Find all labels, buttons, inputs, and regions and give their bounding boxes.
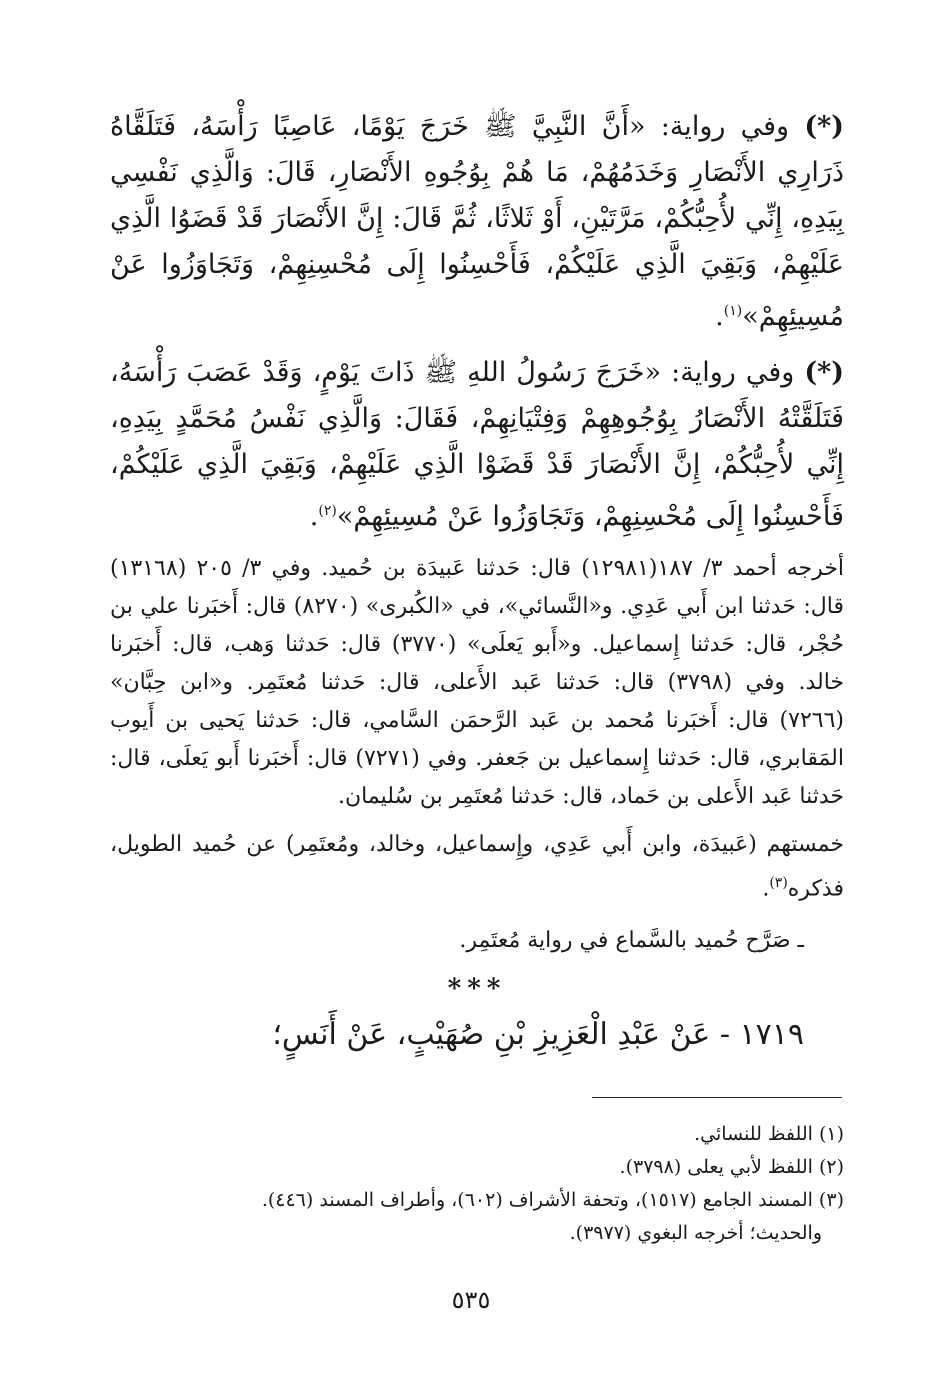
asterisk-marker: (*) bbox=[804, 111, 844, 142]
sama-note: ـ صَرَّح حُميد بالسَّماع في رواية مُعتَمِر. bbox=[459, 928, 804, 954]
next-hadith-heading: ١٧١٩ - عَنْ عَبْدِ الْعَزِيزِ بْنِ صُهَيْبٍ، عَنْ أَنَسٍ؛ bbox=[272, 1017, 804, 1053]
footnote-1: (١) اللفظ للنسائي. bbox=[694, 1123, 844, 1145]
footnote-3: (٣) المسند الجامع (١٥١٧)، وتحفة الأشراف (٦٠٢)، وأطراف المسند (٤٤٦). bbox=[261, 1189, 844, 1211]
footnote-divider bbox=[592, 1097, 842, 1098]
footnote-ref-1[interactable]: (١) bbox=[723, 303, 743, 319]
takhrij-text: أخرجه أحمد ٣/ ١٨٧(١٢٩٨١) قال: حَدثنا عَبيدَة بن حُميد. وفي ٣/ ٢٠٥ (١٣١٦٨) قال: حَدثنا ابن أَبي عَدِي. و«النَّسائي»، في «الكُبرى» (٨٢٧٠) قال: أَخبَرنا علي بن حُجْر، قال: حَدثنا إِسماعيل. و«أَبو يَعلَى» (٣٧٧٠) قال: حَدثنا وَهب، قال: أَخبَرنا خالد. وفي (٣٧٩٨) قال: حَدثنا عَبد الأَعلى، قال: حَدثنا مُعتَمِر. و«ابن حِبَّان» (٧٢٦٦) قال: أَخبَرنا مُحمد بن عَبد الرَّحمَن السَّامي، قال: حَدثنا يَحيى بن أَيوب المَقابري، قال: حَدثنا إِسماعيل بن جَعفر. وفي (٧٢٧١) قال: أَخبَرنا أَبو يَعلَى، قال: حَدثنا عَبد الأَعلى بن حَماد، قال: حَدثنا مُعتَمِر بن سُليمان. bbox=[110, 556, 845, 809]
footnote-2: (٢) اللفظ لأبي يعلى (٣٧٩٨). bbox=[619, 1156, 844, 1178]
asterisk-marker: (*) bbox=[804, 357, 844, 388]
takhrij-paragraph bbox=[110, 550, 844, 816]
section-separator: *** bbox=[447, 974, 507, 1005]
summary-paragraph: خمستهم (عَبيدَة، وابن أَبي عَدِي، وإِسماعيل، وخالد، ومُعتَمِر) عن حُميد الطويل، فذكره$^{(٣)}$. bbox=[110, 832, 844, 902]
footnotes bbox=[110, 1118, 844, 1250]
footnote-ref-3[interactable]: (٣) bbox=[769, 875, 788, 891]
hadith-narration-1: (*) وفي رواية: «أَنَّ النَّبِيَّ ﷺ خَرَجَ يَوْمًا، عَاصِبًا رَأْسَهُ، فَتَلَقَّاهُ ذَرَارِي الأَنْصَارِ وَخَدَمُهُمْ، مَا هُمْ بِوُجُوهِ الأَنْصَارِ، قَالَ: وَالَّذِي نَفْسِي بِيَدِهِ، إِنِّي لأُحِبُّكُمْ، مَرَّتَيْنِ، أَوْ ثَلاثًا، ثُمَّ قَالَ: إِنَّ الأَنْصَارَ قَدْ قَضَوُا الَّذِي عَلَيْهِمْ، وَبَقِيَ الَّذِي عَلَيْكُمْ، فَأَحْسِنُوا إِلَى مُحْسِنِهِمْ، وَتَجَاوَزُوا عَنْ مُسِيئِهِمْ»$^{(١)}$. bbox=[110, 111, 844, 332]
footnote-ref-2[interactable]: (٢) bbox=[318, 503, 337, 519]
main-text bbox=[110, 104, 844, 1060]
footnote-3-continuation: والحديث؛ أخرجه البغوي (٣٩٧٧). bbox=[569, 1222, 822, 1244]
page-number: ٥٣٥ bbox=[451, 1286, 491, 1314]
hadith-narration-2: (*) وفي رواية: «خَرَجَ رَسُولُ اللهِ ﷺ ذَاتَ يَوْمٍ، وَقَدْ عَصَبَ رَأْسَهُ، فَتَلَقَّتْهُ الأَنْصَارُ بِوُجُوهِهِمْ وَفِتْيَانِهِمْ، فَقَالَ: وَالَّذِي نَفْسُ مُحَمَّدٍ بِيَدِهِ، إِنِّي لأُحِبُّكُمْ، إِنَّ الأَنْصَارَ قَدْ قَضَوْا الَّذِي عَلَيْهِمْ، وَبَقِيَ الَّذِي عَلَيْكُمْ، فَأَحْسِنُوا إِلَى مُحْسِنِهِمْ، وَتَجَاوَزُوا عَنْ مُسِيئِهِمْ»$^{(٢)}$. bbox=[110, 357, 844, 532]
hadith-text: وفي رواية: «خَرَجَ رَسُولُ اللهِ ﷺ ذَاتَ يَوْمٍ، وَقَدْ عَصَبَ رَأْسَهُ، فَتَلَقَّتْهُ الأَنْصَارُ بِوُجُوهِهِمْ وَفِتْيَانِهِمْ، فَقَالَ: وَالَّذِي نَفْسُ مُحَمَّدٍ بِيَدِهِ، إِنِّي لأُحِبُّكُمْ، إِنَّ الأَنْصَارَ قَدْ قَضَوْا الَّذِي عَلَيْهِمْ، وَبَقِيَ الَّذِي عَلَيْكُمْ، فَأَحْسِنُوا إِلَى مُحْسِنِهِمْ، وَتَجَاوَزُوا عَنْ مُسِيئِهِمْ» bbox=[110, 357, 844, 532]
hadith-text: وفي رواية: «أَنَّ النَّبِيَّ ﷺ خَرَجَ يَوْمًا، عَاصِبًا رَأْسَهُ، فَتَلَقَّاهُ ذَرَارِي الأَنْصَارِ وَخَدَمُهُمْ، مَا هُمْ بِوُجُوهِ الأَنْصَارِ، قَالَ: وَالَّذِي نَفْسِي بِيَدِهِ، إِنِّي لأُحِبُّكُمْ، مَرَّتَيْنِ، أَوْ ثَلاثًا، ثُمَّ قَالَ: إِنَّ الأَنْصَارَ قَدْ قَضَوُا الَّذِي عَلَيْهِمْ، وَبَقِيَ الَّذِي عَلَيْكُمْ، فَأَحْسِنُوا إِلَى مُحْسِنِهِمْ، وَتَجَاوَزُوا عَنْ مُسِيئِهِمْ» bbox=[110, 111, 844, 332]
summary-text: خمستهم (عَبيدَة، وابن أَبي عَدِي، وإِسماعيل، وخالد، ومُعتَمِر) عن حُميد الطويل، فذكره bbox=[110, 832, 844, 902]
